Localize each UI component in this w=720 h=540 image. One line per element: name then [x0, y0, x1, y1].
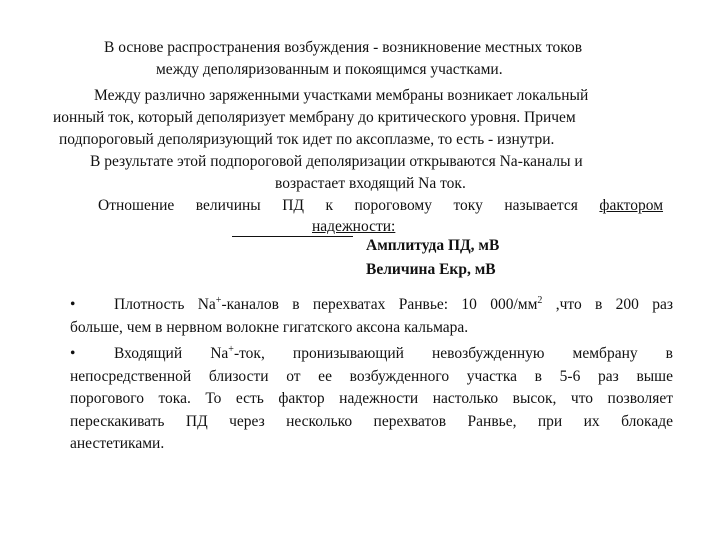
bullet-1-line-2: больше, чем в нервном волокне гигатского аксона кальмара.	[70, 318, 469, 336]
fraction-numerator: Амплитуда ПД, мВ	[366, 237, 500, 254]
intro-line-6: В результате этой подпороговой деполяризации открываются Na-каналы и	[90, 153, 583, 170]
reliability-factor-term: фактором	[599, 197, 664, 214]
bullet-1-marker: •	[70, 296, 76, 313]
bullet-item-2	[70, 343, 673, 456]
reliability-factor-term-cont: надежности:	[312, 218, 396, 235]
intro-line-2: между деполяризованным и покоящимся участками.	[156, 61, 503, 78]
bullet-item-1	[70, 294, 673, 339]
bullet-2-line-5: анестетиками.	[70, 435, 165, 452]
bullet-2-line-3: порогового тока. То есть фактор надежности настолько высок, что позволяет	[70, 390, 673, 407]
ratio-definition-line	[98, 196, 663, 216]
bullet-2-line-4: перескакивать ПД через несколько перехватов Ранвье, при их блокаде	[70, 412, 673, 430]
intro-line-5: подпороговый деполяризующий ток идет по аксоплазме, то есть - изнутри.	[59, 131, 555, 148]
bullet-2-line-1: • Входящий Na+-ток, пронизывающий невозбужденную мембрану в	[70, 343, 673, 366]
ratio-definition-text: Отношение величины ПД к пороговому току называется	[98, 197, 578, 214]
fraction-denominator: Величина Екр, мВ	[366, 261, 496, 278]
bullet-2-line-2: непосредственной близости от ее возбужденного участка в 5-6 раз выше	[70, 367, 673, 385]
bullet-2-marker: •	[70, 345, 76, 362]
intro-line-3: Между различно заряженными участками мембраны возникает локальный	[94, 87, 589, 104]
intro-line-4: ионный ток, который деполяризует мембрану до критического уровня. Причем	[53, 109, 576, 126]
intro-line-7: возрастает входящий Na ток.	[275, 175, 466, 192]
bullet-1-line-1: • Плотность Na+-каналов в перехватах Ранвье: 10 $000/мм^2$ ,что в 200 раз	[70, 294, 673, 317]
intro-line-1: В основе распространения возбуждения - возникновение местных токов	[104, 39, 583, 56]
fraction-rule	[232, 236, 353, 237]
